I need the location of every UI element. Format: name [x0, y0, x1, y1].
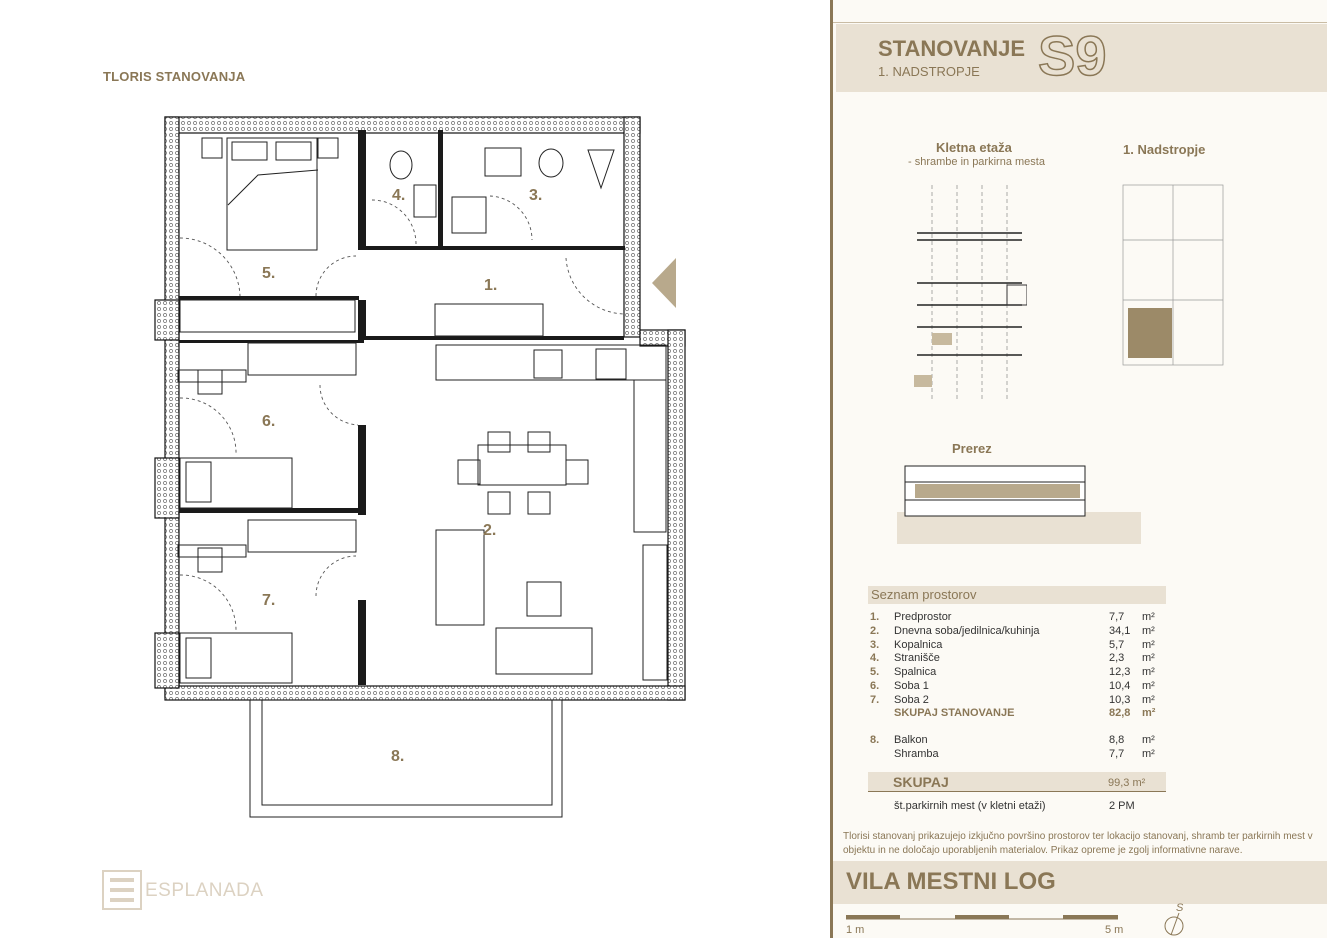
section-title: Prerez	[952, 441, 992, 456]
plan-title: TLORIS STANOVANJA	[103, 69, 246, 84]
room-num: 8.	[870, 734, 880, 746]
room-num: 7.	[870, 694, 880, 706]
room-num: 6.	[870, 680, 880, 692]
scale-bar	[845, 905, 1145, 938]
entrance-arrow	[652, 258, 676, 308]
room-number-8: 8.	[391, 748, 405, 765]
room-area: 10,3	[1109, 694, 1131, 706]
room-unit: m²	[1142, 625, 1155, 637]
project-name: VILA MESTNI LOG	[846, 868, 1056, 895]
room-row	[870, 625, 1170, 639]
scale-right-label: 5 m	[1105, 924, 1124, 936]
room-unit: m²	[1142, 639, 1155, 651]
room-list-header	[868, 586, 1166, 604]
room-name: Soba 2	[894, 694, 929, 706]
interior-walls	[179, 130, 625, 685]
basement-subtitle: - shrambe in parkirna mesta	[908, 156, 1045, 168]
room-name: Soba 1	[894, 680, 929, 692]
disclaimer-note: Tlorisi stanovanj prikazujejo izkjučno površino prostorov ter lokacijo stanovanj, shramb ter parkirnih mest v objektu in ne določajo uporabljenih materialov. Prikaz opreme je zgolj informativne narave.	[843, 831, 1313, 856]
room-number-6: 6.	[262, 413, 276, 430]
total-label: SKUPAJ	[893, 774, 949, 790]
room-row	[870, 611, 1170, 625]
room-row	[870, 680, 1170, 694]
room-num: 4.	[870, 652, 880, 664]
room-number-4: 4.	[392, 187, 406, 204]
room-num: 2.	[870, 625, 880, 637]
scale-left-label: 1 m	[846, 924, 865, 936]
room-number-2: 2.	[483, 522, 497, 539]
parking-value: 2 PM	[1109, 800, 1135, 812]
basement-map	[912, 185, 1027, 400]
subtotal-unit: m²	[1142, 707, 1156, 719]
room-unit: m²	[1142, 694, 1155, 706]
divider	[833, 22, 1327, 23]
room-row	[870, 666, 1170, 680]
room-num: 3.	[870, 639, 880, 651]
room-name: Kopalnica	[894, 639, 943, 651]
room-name: Balkon	[894, 734, 928, 746]
room-name: Spalnica	[894, 666, 937, 678]
apartment-title: STANOVANJE	[878, 36, 1026, 61]
room-area: 10,4	[1109, 680, 1131, 692]
room-row	[870, 639, 1170, 653]
room-area: 5,7	[1109, 639, 1125, 651]
room-name: Predprostor	[894, 611, 952, 623]
room-number-7: 7.	[262, 592, 276, 609]
room-area: 7,7	[1109, 748, 1125, 760]
exterior-walls	[155, 117, 685, 700]
room-area: 2,3	[1109, 652, 1125, 664]
room-unit: m²	[1142, 611, 1155, 623]
room-name: Stranišče	[894, 652, 940, 664]
room-unit: m²	[1142, 734, 1155, 746]
room-row	[870, 694, 1170, 708]
floor-plan	[145, 105, 695, 825]
apartment-code: S9	[1038, 24, 1107, 87]
floor-map	[1118, 180, 1230, 370]
parking-row	[870, 800, 1170, 814]
room-unit: m²	[1142, 666, 1155, 678]
floor-map-title: 1. Nadstropje	[1123, 142, 1206, 157]
esplanada-logo-text: ESPLANADA	[145, 880, 264, 901]
subtotal-row	[870, 707, 1170, 721]
apartment-floor: 1. NADSTROPJE	[878, 64, 980, 79]
room-name: Shramba	[894, 748, 939, 760]
room-area: 7,7	[1109, 611, 1125, 623]
room-row	[870, 652, 1170, 666]
room-num: 1.	[870, 611, 880, 623]
total-value: 99,3 m²	[1108, 777, 1146, 789]
basement-title: Kletna etaža	[936, 140, 1012, 155]
room-name: Dnevna soba/jedilnica/kuhinja	[894, 625, 1040, 637]
room-unit: m²	[1142, 748, 1155, 760]
compass-icon	[1160, 900, 1196, 938]
room-num: 5.	[870, 666, 880, 678]
room-area: 8,8	[1109, 734, 1125, 746]
room-number-1: 1.	[484, 277, 498, 294]
room-area: 12,3	[1109, 666, 1131, 678]
total-band	[868, 772, 1166, 792]
extra-row	[870, 734, 1170, 748]
room-unit: m²	[1142, 652, 1155, 664]
compass-label: S	[1176, 902, 1184, 914]
room-number-5: 5.	[262, 265, 276, 282]
room-unit: m²	[1142, 680, 1155, 692]
section-diagram	[897, 462, 1141, 544]
parking-label: št.parkirnih mest (v kletni etaži)	[894, 800, 1046, 812]
room-list-heading: Seznam prostorov	[871, 587, 977, 602]
room-area: 34,1	[1109, 625, 1131, 637]
subtotal-label: SKUPAJ STANOVANJE	[894, 707, 1015, 719]
room-number-3: 3.	[529, 187, 543, 204]
subtotal-area: 82,8	[1109, 707, 1131, 719]
extra-row	[870, 748, 1170, 762]
